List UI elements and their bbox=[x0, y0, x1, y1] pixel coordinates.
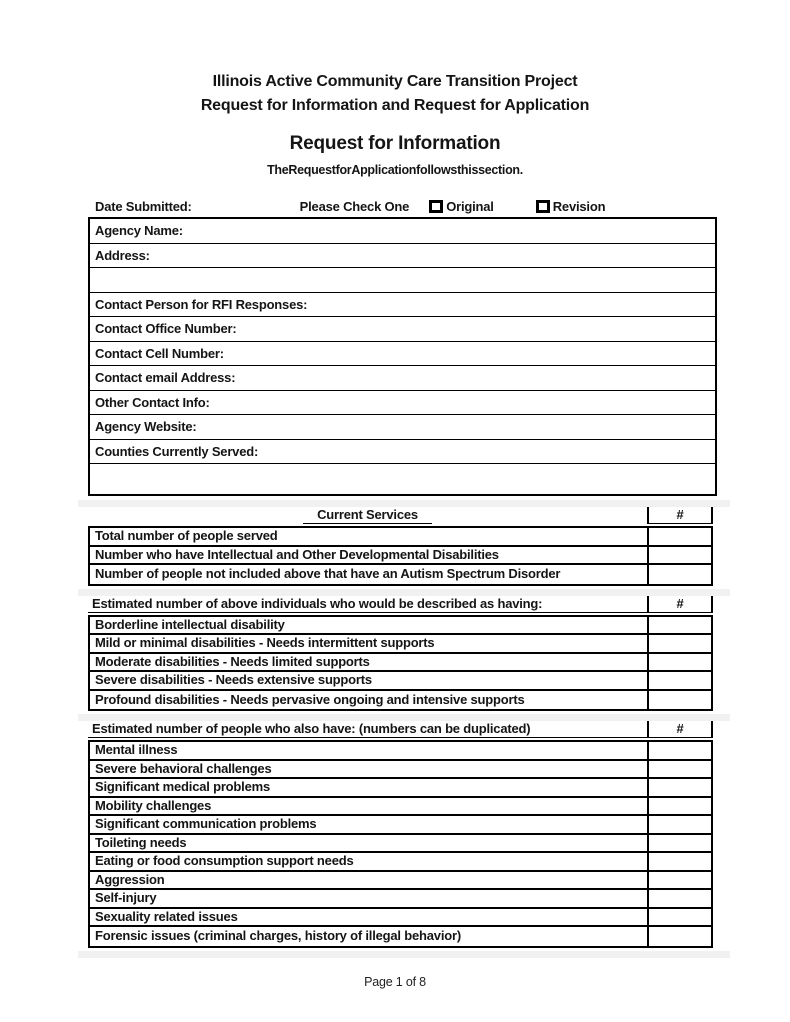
please-check-one-label: Please Check One bbox=[299, 198, 410, 214]
original-checkbox-label: Original bbox=[446, 198, 494, 214]
field-row-agency-website[interactable] bbox=[90, 415, 715, 440]
page-number-footer: Page 1 of 8 bbox=[364, 974, 426, 989]
count-field[interactable] bbox=[647, 528, 711, 545]
table-row bbox=[90, 635, 711, 654]
count-field[interactable] bbox=[647, 547, 711, 564]
count-field[interactable] bbox=[647, 853, 711, 870]
row-label: Eating or food consumption support needs bbox=[95, 853, 354, 869]
row-label: Severe behavioral challenges bbox=[95, 760, 272, 776]
row-label: Borderline intellectual disability bbox=[95, 616, 285, 632]
table-row bbox=[90, 672, 711, 691]
count-field[interactable] bbox=[647, 635, 711, 652]
count-field[interactable] bbox=[647, 565, 711, 584]
field-row-email-address[interactable] bbox=[90, 366, 715, 391]
table-row bbox=[90, 565, 711, 584]
row-label: Mobility challenges bbox=[95, 797, 212, 813]
count-field[interactable] bbox=[647, 691, 711, 710]
current-services-header-row bbox=[88, 507, 713, 524]
field-row-blank[interactable] bbox=[90, 268, 715, 293]
row-label: Profound disabilities - Needs pervasive ongoing and intensive supports bbox=[95, 691, 525, 707]
current-services-title-text: Current Services bbox=[303, 507, 432, 524]
count-field[interactable] bbox=[647, 835, 711, 852]
table-gap-band bbox=[78, 500, 730, 507]
section-subheading: TheRequestforApplicationfollowsthissection. bbox=[267, 163, 523, 177]
date-submitted-label: Date Submitted: bbox=[95, 198, 192, 214]
count-field[interactable] bbox=[647, 909, 711, 926]
estimated-individuals-title: Estimated number of above individuals who would be described as having: bbox=[88, 596, 647, 613]
estimated-people-header-row bbox=[88, 721, 713, 738]
revision-checkbox[interactable] bbox=[536, 200, 550, 213]
row-label: Total number of people served bbox=[95, 528, 278, 544]
table-row bbox=[90, 909, 711, 928]
field-row-cell-number[interactable] bbox=[90, 342, 715, 367]
row-label: Mild or minimal disabilities - Needs intermittent supports bbox=[95, 635, 435, 651]
field-row-address[interactable] bbox=[90, 244, 715, 269]
count-field[interactable] bbox=[647, 816, 711, 833]
estimated-individuals-table bbox=[88, 615, 713, 712]
date-submitted-row bbox=[95, 198, 715, 214]
table-gap-band bbox=[78, 951, 730, 958]
estimated-people-table bbox=[88, 740, 713, 948]
row-label: Forensic issues (criminal charges, history of illegal behavior) bbox=[95, 928, 461, 944]
row-label: Moderate disabilities - Needs limited supports bbox=[95, 653, 370, 669]
table-gap-band bbox=[78, 714, 730, 721]
count-field[interactable] bbox=[647, 761, 711, 778]
field-row-agency-name[interactable] bbox=[90, 219, 715, 244]
section-heading: Request for Information bbox=[289, 133, 501, 154]
row-label: Mental illness bbox=[95, 742, 178, 758]
field-label: Contact Person for RFI Responses: bbox=[95, 296, 308, 312]
count-field[interactable] bbox=[647, 798, 711, 815]
row-label: Self-injury bbox=[95, 890, 157, 906]
estimated-people-title: Estimated number of people who also have: (numbers can be duplicated) bbox=[88, 721, 647, 738]
table-row bbox=[90, 798, 711, 817]
table-row bbox=[90, 761, 711, 780]
table-row bbox=[90, 547, 711, 566]
table-gap-band bbox=[78, 589, 730, 596]
agency-info-table bbox=[88, 217, 717, 496]
table-row bbox=[90, 617, 711, 636]
document-title-line2: Request for Information and Request for Application bbox=[200, 97, 590, 114]
field-label: Agency Name: bbox=[95, 223, 183, 239]
field-label: Contact email Address: bbox=[95, 370, 236, 386]
revision-checkbox-label: Revision bbox=[552, 198, 606, 214]
field-label: Contact Office Number: bbox=[95, 321, 237, 337]
count-field[interactable] bbox=[647, 872, 711, 889]
row-label: Severe disabilities - Needs extensive supports bbox=[95, 672, 372, 688]
table-row bbox=[90, 654, 711, 673]
field-row-blank[interactable] bbox=[90, 464, 715, 494]
field-row-contact-person[interactable] bbox=[90, 293, 715, 318]
field-row-counties-served[interactable] bbox=[90, 440, 715, 465]
count-field[interactable] bbox=[647, 617, 711, 634]
field-label: Address: bbox=[95, 247, 150, 263]
table-row bbox=[90, 927, 711, 946]
table-row bbox=[90, 890, 711, 909]
table-row bbox=[90, 779, 711, 798]
count-column-header: # bbox=[647, 596, 713, 613]
field-label: Agency Website: bbox=[95, 419, 197, 435]
count-column-header: # bbox=[647, 721, 713, 738]
field-label: Counties Currently Served: bbox=[95, 443, 259, 459]
original-checkbox[interactable] bbox=[429, 200, 443, 213]
current-services-table bbox=[88, 526, 713, 586]
table-row bbox=[90, 528, 711, 547]
count-field[interactable] bbox=[647, 890, 711, 907]
table-row bbox=[90, 853, 711, 872]
count-field[interactable] bbox=[647, 779, 711, 796]
row-label: Significant communication problems bbox=[95, 816, 317, 832]
count-field[interactable] bbox=[647, 672, 711, 689]
table-row bbox=[90, 835, 711, 854]
count-field[interactable] bbox=[647, 927, 711, 946]
count-field[interactable] bbox=[647, 742, 711, 759]
row-label: Significant medical problems bbox=[95, 779, 270, 795]
document-title-line1: Illinois Active Community Care Transition Project bbox=[212, 73, 578, 90]
field-label: Contact Cell Number: bbox=[95, 345, 224, 361]
field-row-other-contact[interactable] bbox=[90, 391, 715, 416]
table-row bbox=[90, 816, 711, 835]
field-label: Other Contact Info: bbox=[95, 394, 210, 410]
count-column-header: # bbox=[647, 507, 713, 524]
current-services-title bbox=[88, 507, 647, 524]
field-row-office-number[interactable] bbox=[90, 317, 715, 342]
title-block bbox=[0, 0, 790, 118]
row-label: Number of people not included above that have an Autism Spectrum Disorder bbox=[95, 566, 561, 582]
estimated-individuals-header-row bbox=[88, 596, 713, 613]
count-field[interactable] bbox=[647, 654, 711, 671]
row-label: Sexuality related issues bbox=[95, 908, 238, 924]
row-label: Number who have Intellectual and Other Developmental Disabilities bbox=[95, 546, 499, 562]
row-label: Toileting needs bbox=[95, 834, 187, 850]
table-row bbox=[90, 742, 711, 761]
row-label: Aggression bbox=[95, 871, 165, 887]
table-row bbox=[90, 872, 711, 891]
table-row bbox=[90, 691, 711, 710]
